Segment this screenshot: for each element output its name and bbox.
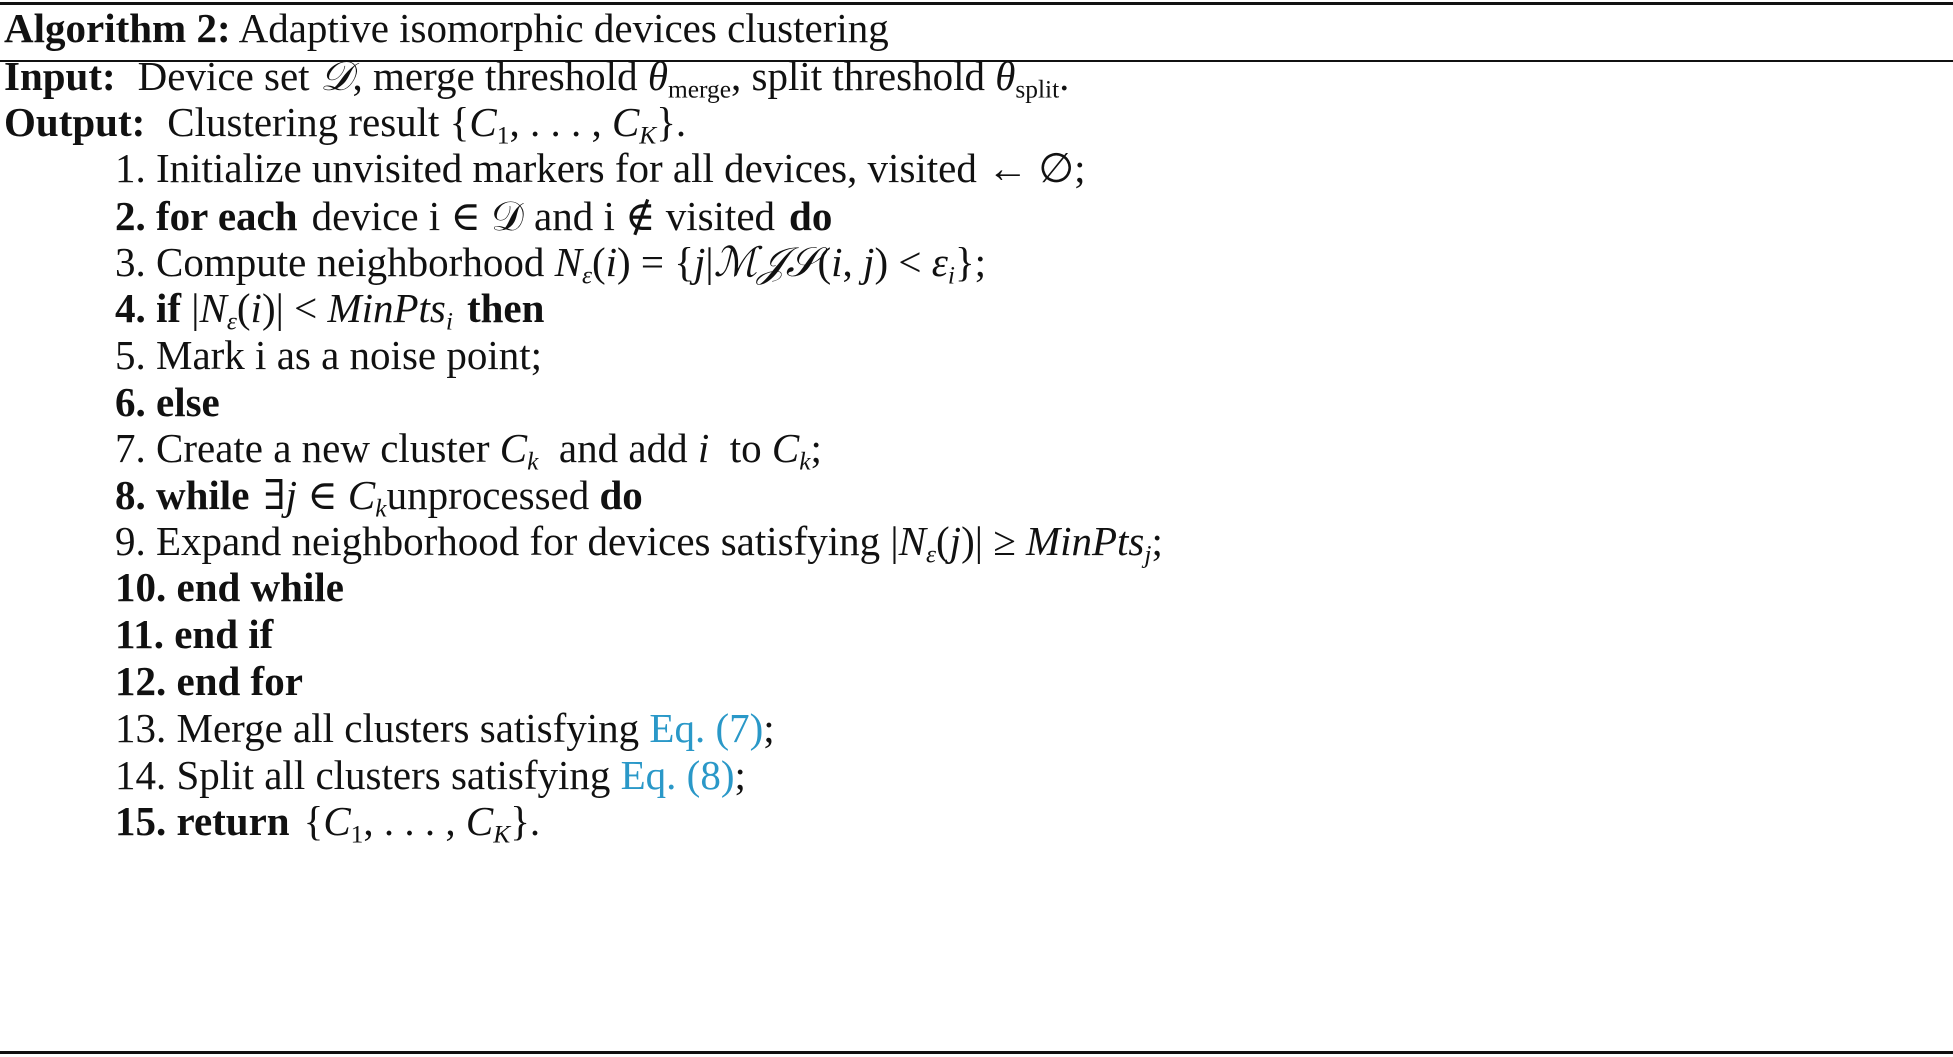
step-13: 13. Merge all clusters satisfying Eq. (7); [115,705,775,751]
step-1: 1. Initialize unvisited markers for all devices, visited ← ∅; [115,145,1086,191]
neighborhood-formula: $N_\varepsilon(i)$ = {j|ℳ𝒥𝒮(i, $j) < \varepsilon_i$}; [554,238,987,290]
step-12: 12. end for [115,658,303,704]
input-label: Input: [4,53,116,99]
output-line [4,98,687,150]
input-line [4,52,1070,104]
while-condition: ∃j ∈ $C_kunprocessed$ [263,472,590,523]
step-9: 9. Expand neighborhood for devices satisfying $|N_\varepsilon(j)|$ ≥ MinPts$_j$; [115,518,1163,569]
step-7: 7. Create a new cluster $C_k$ and add i to $C_k$; [115,425,822,476]
step-14: 14. Split all clusters satisfying Eq. (8); [115,752,746,798]
return-value: {$C_1$, . . . , $C_K$}. [303,798,541,849]
step-8: 8. while ∃j ∈ $C_kunprocessed$ do [115,472,643,523]
algorithm-label: Algorithm 2: [4,5,231,51]
output-label: Output: [4,99,146,145]
eq-7-link[interactable]: Eq. (7) [649,705,764,751]
input-text: Device set 𝒟, merge threshold $\theta_{merge}$, split threshold $\theta_{split}$. [137,52,1070,104]
eq-8-link[interactable]: Eq. (8) [620,752,735,798]
noise-condition: $|N_\varepsilon(i)|$ < MinPts$_i$ [191,285,453,336]
step-2: 2. for each device i ∈ 𝒟 and i ∉ visited do [115,193,833,239]
algorithm-title [4,4,889,52]
expand-condition: $|N_\varepsilon(j)|$ ≥ MinPts$_j$; [890,518,1163,569]
step-15: 15. return {$C_1$, . . . , $C_K$}. [115,798,541,849]
step-6: 6. else [115,379,220,425]
step-3: 3. Compute neighborhood $N_\varepsilon(i)$ = {j|ℳ𝒥𝒮(i, $j) < \varepsilon_i$}; [115,238,987,290]
algorithm-name: Adaptive isomorphic devices clustering [238,5,889,51]
step-4: 4. if $|N_\varepsilon(i)|$ < MinPts$_i$ then [115,285,545,336]
output-text: Clustering result {$C_1$, . . . , $C_K$}. [167,99,687,150]
step-10: 10. end while [115,564,344,610]
bottom-rule [0,1051,1953,1054]
step-11: 11. end if [115,611,274,657]
new-cluster-formula: $C_k$ and add i to $C_k$; [499,425,822,476]
step-5: 5. Mark i as a noise point; [115,332,543,378]
